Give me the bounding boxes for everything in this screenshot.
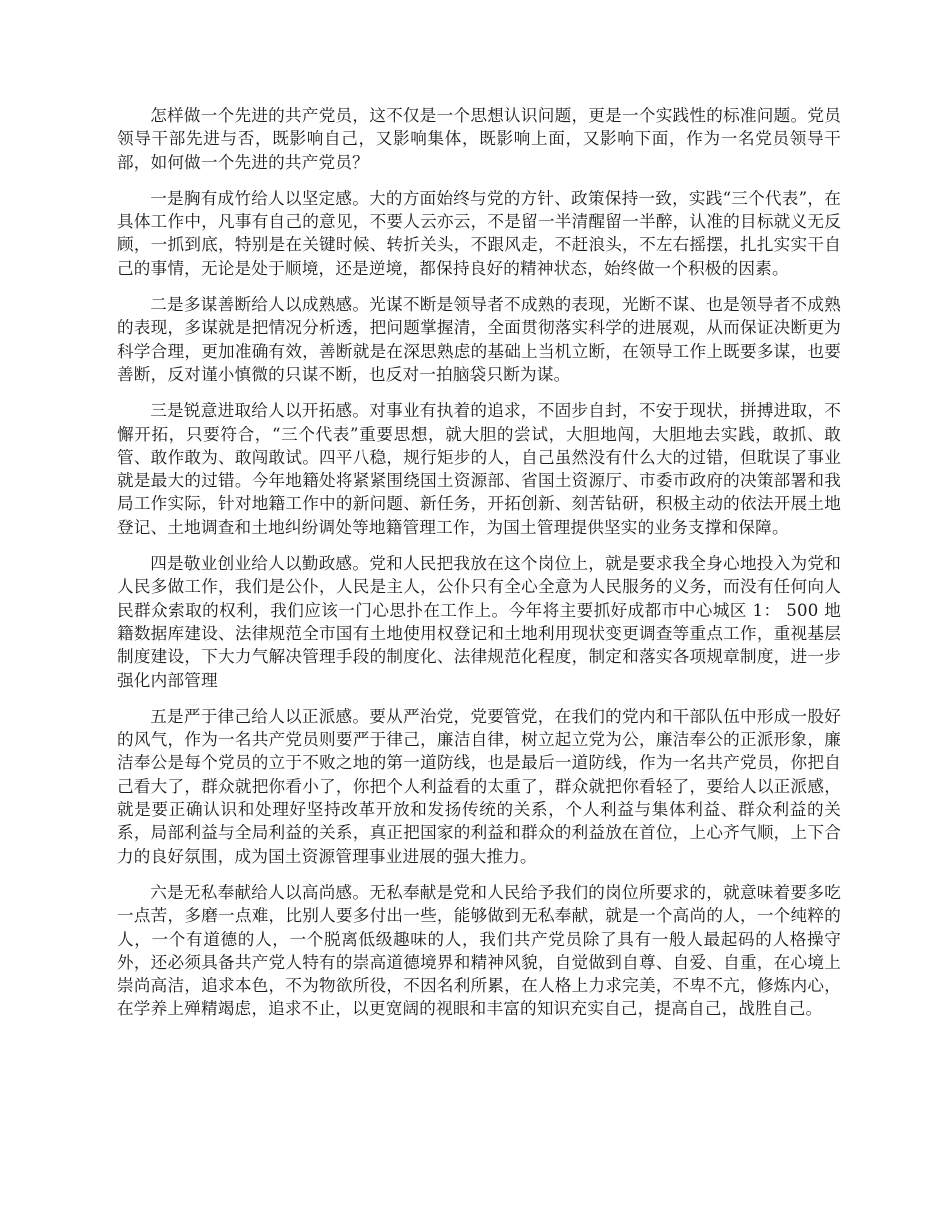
document-body xyxy=(117,104,841,1034)
paragraph-pioneering: 三是锐意进取给人以开拓感。对事业有执着的追求，不固步自封，不安于现状，拼搏进取，不懈开拓，只要符合，“三个代表”重要思想，就大胆的尝试，大胆地闯，大胆地去实践，敢抓、敢管、敢作敢为、敢闯敢试。四平八稳，规行矩步的人，自己虽然没有什么大的过错，但耽误了事业就是最大的过错。今年地籍处将紧紧围绕国土资源部、省国土资源厅、市委市政府的决策部署和我局工作实际，针对地籍工作中的新问题、新任务，开拓创新、刻苦钻研，积极主动的依法开展土地登记、土地调查和土地纠纷调处等地籍管理工作，为国土管理提供坚实的业务支撑和保障。 xyxy=(117,401,841,537)
paragraph-maturity: 二是多谋善断给人以成熟感。光谋不断是领导者不成熟的表现，光断不谋、也是领导者不成熟的表现，多谋就是把情况分析透，把问题掌握清，全面贯彻落实科学的进展观，从而保证决断更为科学合理，更加准确有效，善断就是在深思熟虑的基础上当机立断，在领导工作上既要多谋，也要善断，反对谨小慎微的只谋不断，也反对一拍脑袋只断为谋。 xyxy=(117,295,841,384)
paragraph-diligence: 四是敬业创业给人以勤政感。党和人民把我放在这个岗位上，就是要求我全身心地投入为党和人民多做工作，我们是公仆，人民是主人，公仆只有全心全意为人民服务的义务，而没有任何向人民群众索取的权利，我们应该一门心思扑在工作上。今年将主要抓好成都市中心城区 1： 500 地籍数据库建设、法律规范全市国有土地使用权登记和土地利用现状变更调查等重点工作，重视基层制度建设，下大力气解决管理手段的制度化、法律规范化程度，制定和落实各项规章制度，进一步强化内部管理 xyxy=(117,554,841,690)
paragraph-intro: 怎样做一个先进的共产党员，这不仅是一个思想认识问题，更是一个实践性的标准问题。党员领导干部先进与否，既影响自己，又影响集体，既影响上面，又影响下面，作为一名党员领导干部，如何做一个先进的共产党员？ xyxy=(117,106,841,172)
paragraph-integrity: 五是严于律己给人以正派感。要从严治党，党要管党，在我们的党内和干部队伍中形成一股好的风气，作为一名共产党员则要严于律己，廉洁自律，树立起立党为公，廉洁奉公的正派形象，廉洁奉公是每个党员的立于不败之地的第一道防线，也是最后一道防线，作为一名共产党员，你把自己看大了，群众就把你看小了，你把个人利益看的太重了，群众就把你看轻了，要给人以正派感，就是要正确认识和处理好坚持改革开放和发扬传统的关系，个人利益与集体利益、群众利益的关系，局部利益与全局利益的关系，真正把国家的利益和群众的利益放在首位，上心齐气顺，上下合力的良好氛围，成为国土资源管理事业进展的强大推力。 xyxy=(117,706,841,866)
paragraph-dedication: 六是无私奉献给人以高尚感。无私奉献是党和人民给予我们的岗位所要求的，就意味着要多吃一点苦，多磨一点难，比别人要多付出一些，能够做到无私奉献，就是一个高尚的人，一个纯粹的人，一个有道德的人，一个脱离低级趣味的人，我们共产党员除了具有一般人最起码的人格操守外，还必须具备共产党人特有的崇高道德境界和精神风貌，自觉做到自尊、自爱、自重，在心境上崇尚高洁，追求本色，不为物欲所役，不因名利所累，在人格上力求完美，不卑不亢，修炼内心，在学养上殚精竭虑，追求不止，以更宽阔的视眼和丰富的知识充实自己，提高自己，战胜自己。 xyxy=(117,882,841,1019)
paragraph-firmness: 一是胸有成竹给人以坚定感。大的方面始终与党的方针、政策保持一致，实践“三个代表”，在具体工作中，凡事有自己的意见，不要人云亦云，不是留一半清醒留一半醉，认准的目标就义无反顾，一抓到底，特别是在关键时候、转折关头，不跟风走，不赶浪头，不左右摇摆，扎扎实实干自己的事情，无论是处于顺境，还是逆境，都保持良好的精神状态，始终做一个积极的因素。 xyxy=(117,188,841,278)
